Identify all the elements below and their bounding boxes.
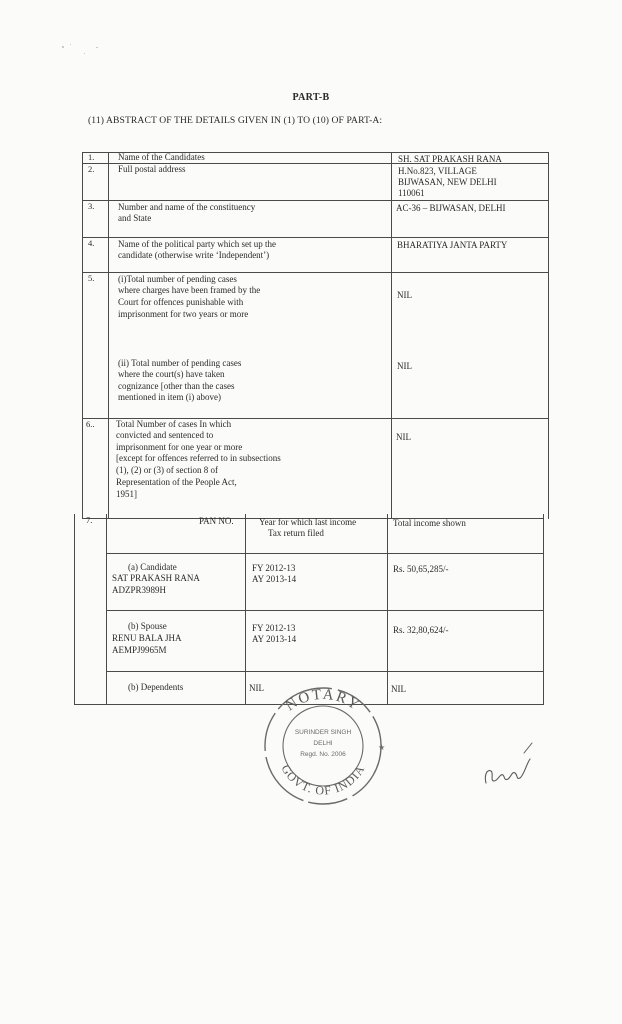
candidate-year-line: AY 2013-14 xyxy=(252,574,297,584)
dependents-label: (b) Dependents xyxy=(128,682,184,692)
candidate-pan: ADZPR3989H xyxy=(112,585,167,595)
svg-text:GOVT. OF INDIA xyxy=(278,762,367,798)
scan-speck xyxy=(96,47,98,48)
row-4-value: BHARATIYA JANTA PARTY xyxy=(397,240,508,250)
spouse-name: RENU BALA JHA xyxy=(112,633,182,643)
row-4-label-line: Name of the political party which set up the xyxy=(118,239,276,249)
row-3-label-line: Number and name of the constituency xyxy=(118,202,256,212)
signature xyxy=(478,735,548,790)
row-6-label-line: Representation of the People Act, xyxy=(116,477,237,487)
stamp-top-text: NOTARY xyxy=(282,686,364,715)
row-2-value-line: H.No.823, VILLAGE xyxy=(398,166,477,176)
dependents-income: NIL xyxy=(391,684,406,694)
income-header: Total income shown xyxy=(393,518,466,528)
candidate-name: SAT PRAKASH RANA xyxy=(112,573,200,583)
row-5-ii-label-line: mentioned in item (i) above) xyxy=(118,392,221,402)
row-5-i-label-line: Court for offences punishable with xyxy=(118,297,244,307)
candidate-year-line: FY 2012-13 xyxy=(252,563,296,573)
stamp-inner-line: Regd. No. 2006 xyxy=(300,751,346,758)
row-5-i-label-line: imprisonment for two years or more xyxy=(118,309,249,319)
stamp-inner-line: DELHI xyxy=(313,740,333,747)
year-header-line: Year for which last income xyxy=(259,517,357,527)
row-5-i-label-line: where charges have been framed by the xyxy=(118,285,261,295)
row-5-ii-value: NIL xyxy=(397,361,412,371)
row-5-i-label-line: (i)Total number of pending cases xyxy=(118,274,237,284)
row-4-label-line: candidate (otherwise write ‘Independent’) xyxy=(118,250,270,260)
row-1-label: Name of the Candidates xyxy=(118,152,205,162)
scan-speck xyxy=(62,46,64,48)
year-header-line: Tax return filed xyxy=(268,528,324,538)
row-6-label-line: (1), (2) or (3) of section 8 of xyxy=(116,465,218,475)
row-6-label-line: convicted and sentenced to xyxy=(116,430,214,440)
row-4-number: 4. xyxy=(88,238,95,248)
notary-stamp xyxy=(258,672,388,820)
row-2-number: 2. xyxy=(88,164,95,174)
scan-speck xyxy=(70,44,71,45)
row-5-ii-label-line: (ii) Total number of pending cases xyxy=(118,358,242,368)
dependents-year: NIL xyxy=(249,683,264,693)
spouse-pan: AEMPJ9965M xyxy=(112,645,167,655)
row-7-number: 7. xyxy=(86,515,93,525)
row-3-label-line: and State xyxy=(118,213,152,223)
row-5-ii-label-line: where the court(s) have taken xyxy=(118,369,225,379)
stamp-bottom-text: GOVT. OF INDIA xyxy=(278,762,368,798)
stamp-inner-line: SURINDER SINGH xyxy=(294,729,352,736)
row-2-value-line: BIJWASAN, NEW DELHI xyxy=(398,177,497,187)
row-6-label-line: [except for offences referred to in subsections xyxy=(116,453,281,463)
stamp-star-icon: ★ xyxy=(378,743,386,752)
scan-speck xyxy=(84,53,85,54)
row-5-ii-label-line: cognizance [other than the cases xyxy=(118,381,235,391)
row-6-number: 6.. xyxy=(86,419,95,429)
row-5-i-value: NIL xyxy=(397,290,412,300)
spouse-year-line: FY 2012-13 xyxy=(252,623,296,633)
abstract-heading: (11) ABSTRACT OF THE DETAILS GIVEN IN (1) TO (10) OF PART-A: xyxy=(88,115,383,126)
spouse-year-line: AY 2013-14 xyxy=(252,634,297,644)
row-3-value: AC-36 – BIJWASAN, DELHI xyxy=(396,203,506,213)
svg-text:NOTARY xyxy=(283,687,363,715)
row-6-label-line: Total Number of cases In which xyxy=(116,419,232,429)
pan-header: PAN NO. xyxy=(199,516,234,526)
row-3-number: 3. xyxy=(88,201,95,211)
row-5-number: 5. xyxy=(88,273,95,283)
spouse-label-line: (b) Spouse xyxy=(128,621,167,631)
row-1-value: SH. SAT PRAKASH RANA xyxy=(398,154,502,164)
row-1-number: 1. xyxy=(88,152,95,162)
candidate-label-line: (a) Candidate xyxy=(128,562,177,572)
part-title: PART-B xyxy=(292,92,330,103)
row-2-label: Full postal address xyxy=(118,164,186,174)
row-2-value-line: 110061 xyxy=(398,188,425,198)
row-6-label-line: imprisonment for one year or more xyxy=(116,442,243,452)
spouse-income: Rs. 32,80,624/- xyxy=(393,625,449,635)
candidate-income: Rs. 50,65,285/- xyxy=(393,564,449,574)
row-6-value: NIL xyxy=(396,432,411,442)
row-6-label-line: 1951] xyxy=(116,489,137,499)
